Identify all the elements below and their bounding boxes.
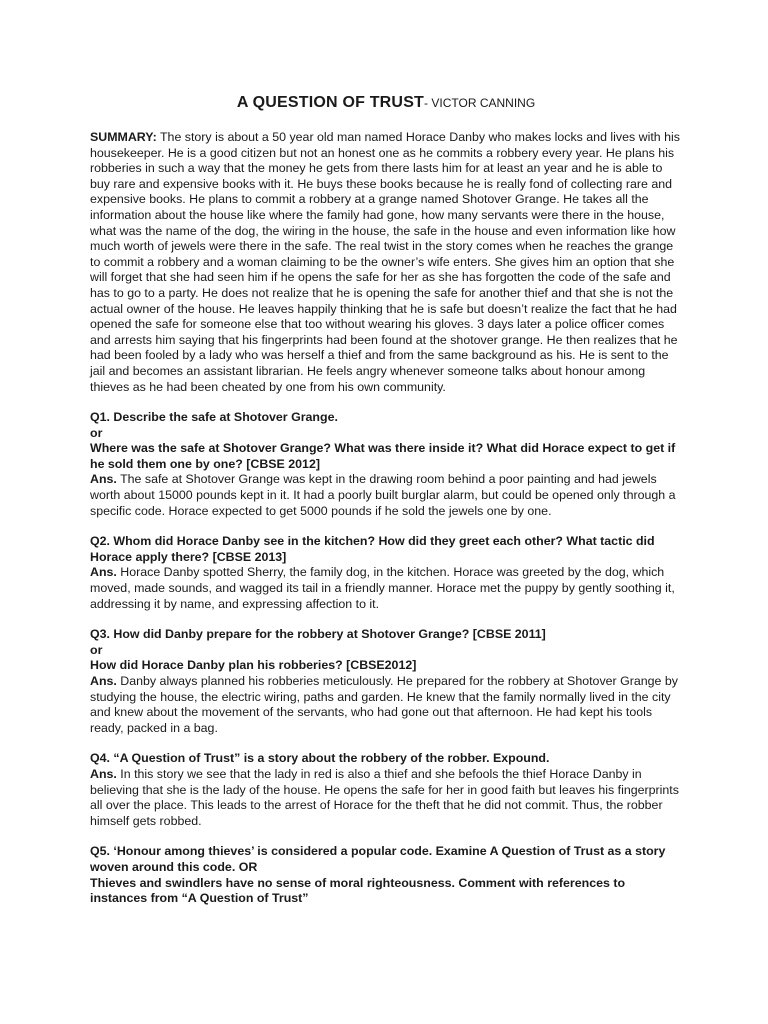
question-block-2	[90, 534, 682, 612]
answer-3	[90, 674, 682, 736]
or-separator-3: or	[90, 642, 103, 657]
answer-2-text: Horace Danby spotted Sherry, the family dog, in the kitchen. Horace was greeted by the dog, which moved, made sounds, and wagged its tail in a friendly manner. Horace met the puppy by gently soothing it, addressing it by name, and expressing affection to it.	[90, 565, 675, 611]
answer-3-text: Danby always planned his robberies meticulously. He prepared for the robbery at Shotover Grange by studying the house, the electric wiring, paths and garden. He knew that the family normally lived in the city and knew about the movement of the servants, who had gone out that afternoon. He had kept his tools ready, packed in a bag.	[90, 674, 678, 735]
answer-2	[90, 565, 682, 612]
ans-label: Ans.	[90, 565, 117, 580]
question-5-alt: Thieves and swindlers have no sense of moral righteousness. Comment with references to instances from “A Question of Trust”	[90, 875, 626, 906]
or-separator-1: or	[90, 425, 103, 440]
question-block-3	[90, 627, 682, 736]
title-line	[90, 92, 682, 114]
ans-label: Ans.	[90, 766, 117, 781]
summary-label: SUMMARY:	[90, 130, 157, 144]
question-3-alt: How did Horace Danby plan his robberies? [CBSE2012]	[90, 658, 417, 673]
answer-4-text: In this story we see that the lady in red is also a thief and she befools the thief Horace Danby in believing that she is the lady of the house. He opens the safe for her in good faith but leaves his fingerprints all over the place. This leads to the arrest of Horace for the theft that he did not commit. Thus, the robber himself gets robbed.	[90, 766, 679, 828]
ans-label: Ans.	[90, 472, 117, 487]
question-1-alt: Where was the safe at Shotover Grange? What was there inside it? What did Horace expect to get if he sold them one by one? [CBSE 2012]	[90, 441, 676, 471]
question-4: Q4. “A Question of Trust” is a story about the robbery of the robber. Expound.	[90, 751, 550, 766]
document-page	[90, 92, 682, 922]
question-5: Q5. ‘Honour among thieves’ is considered a popular code. Examine A Question of Trust as a story woven around this code. OR	[90, 844, 666, 874]
question-3: Q3. How did Danby prepare for the robbery at Shotover Grange? [CBSE 2011]	[90, 627, 546, 642]
question-block-1	[90, 410, 682, 519]
question-1: Q1. Describe the safe at Shotover Grange.	[90, 410, 338, 425]
answer-1-text: The safe at Shotover Grange was kept in the drawing room behind a poor painting and had jewels worth about 15000 pounds kept in it. It had a poorly built burglar alarm, but could be opened only through a specific code. Horace expected to get 5000 pounds if he sold the jewels one by one.	[90, 472, 676, 518]
question-2: Q2. Whom did Horace Danby see in the kitchen? How did they greet each other? What tactic did Horace apply there? [CBSE 2013]	[90, 534, 655, 564]
summary-text: The story is about a 50 year old man named Horace Danby who makes locks and lives with his housekeeper. He is a good citizen but not an honest one as he commits a robbery every year. He plans his robberies in such a way that the money he gets from there lasts him for at least an year and he is able to buy rare and expensive books with it. He buys these books because he is really fond of collecting rare and expensive books. He plans to commit a robbery at a grange named Shotover Grange. He takes all the information about the house like where the family had gone, how many servants were there in the house, what was the name of the dog, the wiring in the house, the safe in the house and even information like how much worth of jewels were there in the safe. The real twist in the story comes when he reaches the grange to commit a robbery and a woman claiming to be the owner’s wife enters. She gives him an option that she will forget that she had seen him if he opens the safe for her as she has forgotten the code of the safe and has to go to a party. He does not realize that he is opening the safe for another thief and that she is not the actual owner of the house. He leaves happily thinking that he is safe but doesn’t realize the fact that he had opened the safe for someone else that too without wearing his gloves. 3 days later a police officer comes and arrests him saying that his fingerprints had been found at the shotover grange. He then realizes that he had been fooled by a lady who was herself a thief and from the same background as his. He is sent to the jail and becomes an assistant librarian. He feels angry whenever someone talks about honour among thieves as he had been cheated by one from his own community.	[90, 130, 680, 394]
author-name: - VICTOR CANNING	[424, 96, 536, 110]
answer-1	[90, 472, 682, 519]
document-title: A QUESTION OF TRUST	[236, 94, 425, 111]
question-block-5	[90, 844, 682, 906]
question-block-4	[90, 751, 682, 829]
ans-label: Ans.	[90, 674, 117, 688]
summary-paragraph	[90, 130, 682, 395]
answer-4	[90, 767, 682, 829]
